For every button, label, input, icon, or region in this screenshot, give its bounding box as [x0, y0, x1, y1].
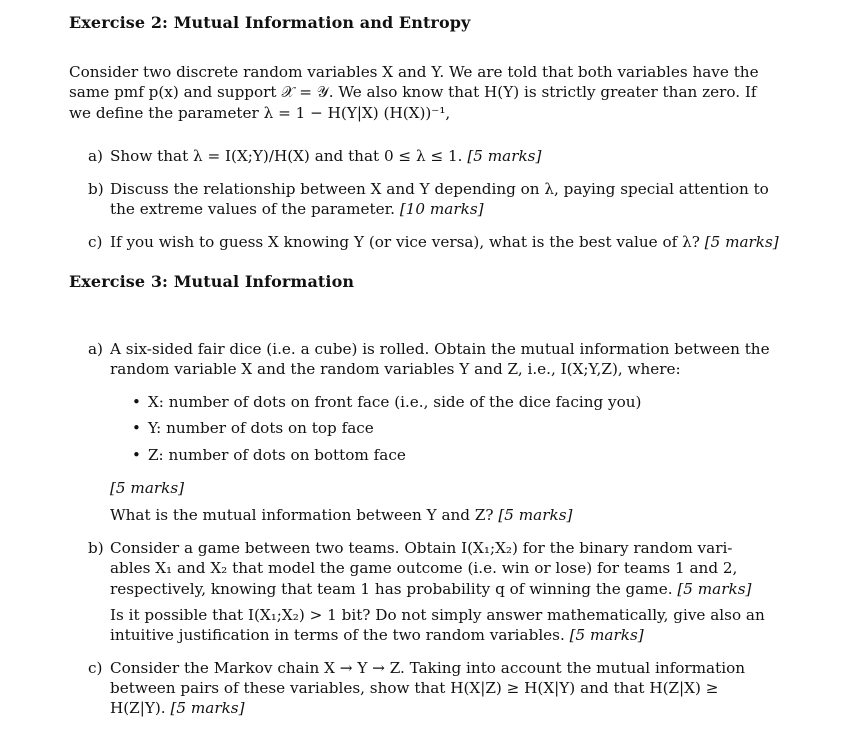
bullet-item-z: Z: number of dots on bottom face	[148, 446, 406, 464]
ex3-b-l3-marks: [5 marks]	[677, 580, 752, 598]
ex3-b-line-2: ables X₁ and X₂ that model the game outcome (i.e. win or lose) for teams 1 and 2,	[110, 559, 738, 577]
ex3-a-q2-marks: [5 marks]	[498, 506, 573, 524]
bullet-dot: •	[132, 419, 141, 437]
ex3-a-line-1: A six-sided fair dice (i.e. a cube) is rolled. Obtain the mutual information between the	[110, 340, 770, 358]
ex3-a-line-2: random variable X and the random variables Y and Z, i.e., I(X;Y,Z), where:	[110, 360, 681, 378]
ex2-b-line-2	[110, 199, 484, 220]
ex3-c-line-1: Consider the Markov chain X → Y → Z. Taking into account the mutual information	[110, 659, 745, 677]
ex2-intro-line-1: Consider two discrete random variables X and Y. We are told that both variables have the	[69, 63, 759, 81]
ex2-b-text: the extreme values of the parameter.	[110, 200, 395, 218]
ex2-b-marks: [10 marks]	[399, 200, 484, 218]
bullet-dot: •	[132, 393, 141, 411]
exercise-3-heading: Exercise 3: Mutual Information	[69, 272, 355, 291]
ex2-a-marks: [5 marks]	[467, 147, 542, 165]
ex2-a-text: Show that λ = I(X;Y)/H(X) and that 0 ≤ λ ≤ 1.	[110, 147, 463, 165]
ex3-c-line-3	[110, 698, 245, 719]
ex3-a-q2-text: What is the mutual information between Y and Z?	[110, 506, 494, 524]
exercise-2-heading: Exercise 2: Mutual Information and Entropy	[69, 13, 471, 32]
ex3-b-l5-text: intuitive justification in terms of the two random variables.	[110, 626, 565, 644]
ex3-b-l3-text: respectively, knowing that team 1 has probability q of winning the game.	[110, 580, 673, 598]
ex2-a-label: a)	[88, 147, 103, 165]
ex3-a-label: a)	[88, 340, 103, 358]
ex3-c-marks: [5 marks]	[170, 699, 245, 717]
ex2-intro-line-3: we define the parameter λ = 1 − H(Y|X) (H(X))⁻¹,	[69, 104, 451, 122]
bullet-item-x: X: number of dots on front face (i.e., side of the dice facing you)	[148, 393, 642, 411]
bullet-item-y: Y: number of dots on top face	[148, 419, 374, 437]
ex3-b-label: b)	[88, 539, 104, 557]
ex2-intro-line-2: same pmf p(x) and support 𝒳 = 𝒴. We also know that H(Y) is strictly greater than zero. If	[69, 83, 757, 101]
ex3-a-question-2	[110, 505, 572, 526]
ex2-c-marks: [5 marks]	[704, 233, 779, 251]
ex3-b-line-3	[110, 579, 751, 600]
ex3-c-label: c)	[88, 659, 103, 677]
ex3-c-l3-text: H(Z|Y).	[110, 699, 166, 717]
ex3-b-line-1: Consider a game between two teams. Obtain I(X₁;X₂) for the binary random vari-	[110, 539, 733, 557]
ex2-b-line-1: Discuss the relationship between X and Y depending on λ, paying special attention to	[110, 180, 769, 198]
ex2-a-question	[110, 146, 541, 167]
ex2-c-question	[110, 232, 779, 253]
ex3-b-line-4: Is it possible that I(X₁;X₂) > 1 bit? Do not simply answer mathematically, give also an	[110, 606, 765, 624]
ex2-b-label: b)	[88, 180, 104, 198]
ex3-c-line-2: between pairs of these variables, show that H(X|Z) ≥ H(X|Y) and that H(Z|X) ≥	[110, 679, 719, 697]
ex2-c-text: If you wish to guess X knowing Y (or vice versa), what is the best value of λ?	[110, 233, 700, 251]
ex3-b-line-5	[110, 625, 644, 646]
ex2-c-label: c)	[88, 233, 103, 251]
ex3-a-marks: [5 marks]	[110, 479, 185, 497]
ex3-b-l5-marks: [5 marks]	[569, 626, 644, 644]
bullet-dot: •	[132, 446, 141, 464]
